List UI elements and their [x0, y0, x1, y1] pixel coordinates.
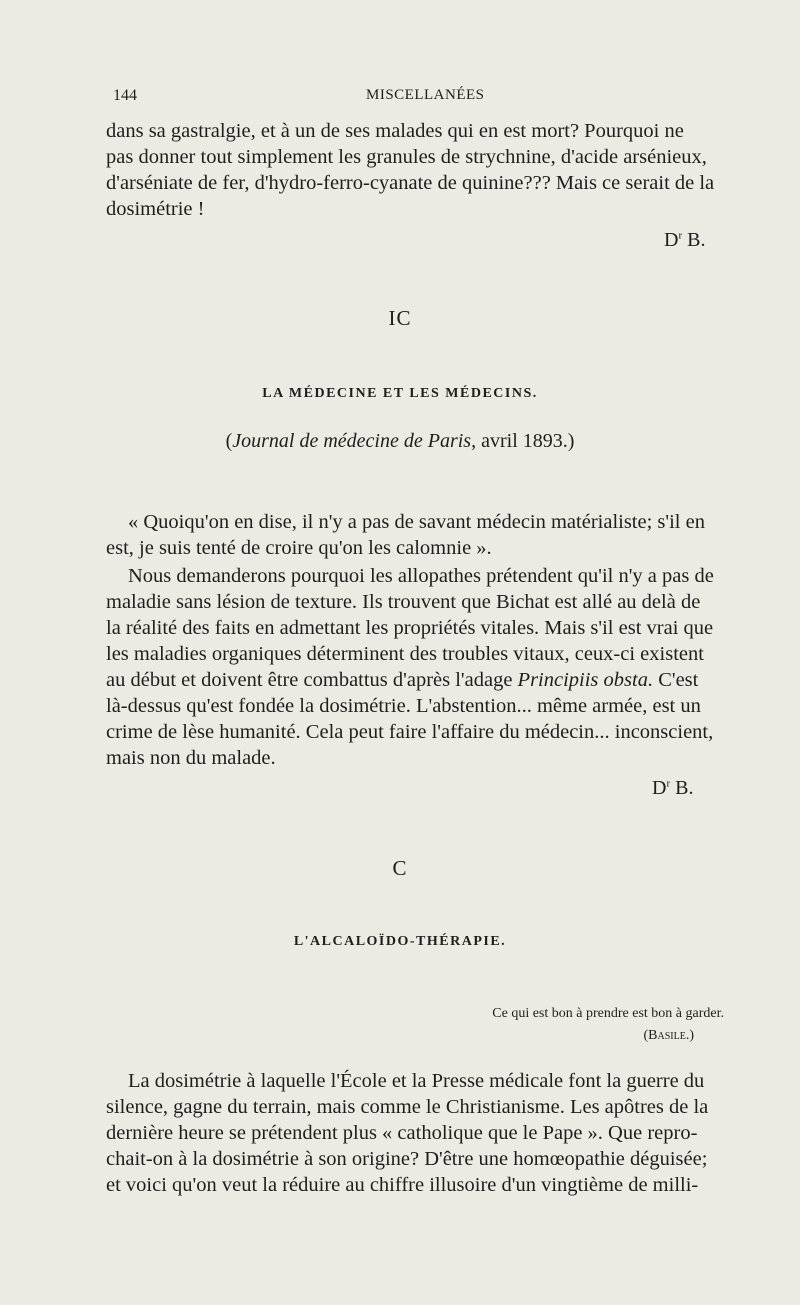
text-line: est, je suis tenté de croire qu'on les calomnie ».	[106, 537, 492, 559]
text-line: « Quoiqu'on en dise, il n'y a pas de savant médecin matérialiste; s'il en	[128, 511, 705, 533]
text-line: dernière heure se prétendent plus « catholique que le Pape ». Que repro-	[106, 1122, 698, 1144]
running-title: MISCELLANÉES	[366, 87, 485, 103]
text-line: mais non du malade.	[106, 747, 276, 769]
signature: $D^r$ B.	[652, 777, 694, 799]
text-line: Nous demanderons pourquoi les allopathes prétendent qu'il n'y a pas de	[128, 565, 714, 587]
epigraph-author: (Basile.)	[643, 1028, 694, 1043]
epigraph-text: Ce qui est bon à prendre est bon à garder.	[492, 1006, 724, 1021]
body-paragraph-c	[106, 1068, 736, 1198]
body-paragraph-ic	[106, 563, 736, 771]
quote-paragraph	[106, 509, 736, 561]
journal-name: Journal de médecine de Paris	[232, 430, 472, 452]
epigraph	[492, 1003, 724, 1047]
text-line: silence, gagne du terrain, mais comme le Christianisme. Les apôtres de la	[106, 1096, 709, 1118]
section-title-ic: LA MÉDECINE ET LES MÉDECINS.	[262, 386, 538, 401]
section-number-c: C	[392, 856, 408, 880]
text-line: d'arséniate de fer, d'hydro-ferro-cyanate de quinine??? Mais ce serait de la	[106, 172, 715, 194]
text-line: La dosimétrie à laquelle l'École et la Presse médicale font la guerre du	[128, 1070, 705, 1092]
text-line: pas donner tout simplement les granules de strychnine, d'acide arsénieux,	[106, 146, 707, 168]
latin-adage: Principiis obsta.	[517, 669, 654, 691]
text-line: les maladies organiques déterminent des troubles vitaux, ceux-ci existent	[106, 643, 704, 665]
text-line: et voici qu'on veut la réduire au chiffre illusoire d'un vingtième de milli-	[106, 1174, 699, 1196]
text-line: dosimétrie !	[106, 198, 205, 220]
section-number-ic: IC	[388, 306, 412, 330]
text-line: là-dessus qu'est fondée la dosimétrie. L'abstention... même armée, est un	[106, 695, 701, 717]
text-line: crime de lèse humanité. Cela peut faire l'affaire du médecin... inconscient,	[106, 721, 714, 743]
text-line: chait-on à la dosimétrie à son origine? D'être une homœopathie déguisée;	[106, 1148, 708, 1170]
signature: $D^r$ B.	[664, 229, 706, 251]
text-line: la réalité des faits en admettant les propriétés vitales. Mais s'il est vrai que	[106, 617, 714, 639]
continuation-paragraph	[106, 118, 736, 222]
page-number: 144	[113, 87, 137, 104]
text-line: au début et doivent être combattus d'après l'adage Principiis obsta. C'est	[106, 669, 699, 691]
text-line: dans sa gastralgie, et à un de ses malades qui en est mort? Pourquoi ne	[106, 120, 684, 142]
source-citation: (Journal de médecine de Paris, avril 1893.)	[225, 430, 575, 452]
section-title-c: L'ALCALOÏDO-THÉRAPIE.	[293, 934, 507, 949]
text-line: maladie sans lésion de texture. Ils trouvent que Bichat est allé au delà de	[106, 591, 701, 613]
page-header	[0, 87, 800, 109]
